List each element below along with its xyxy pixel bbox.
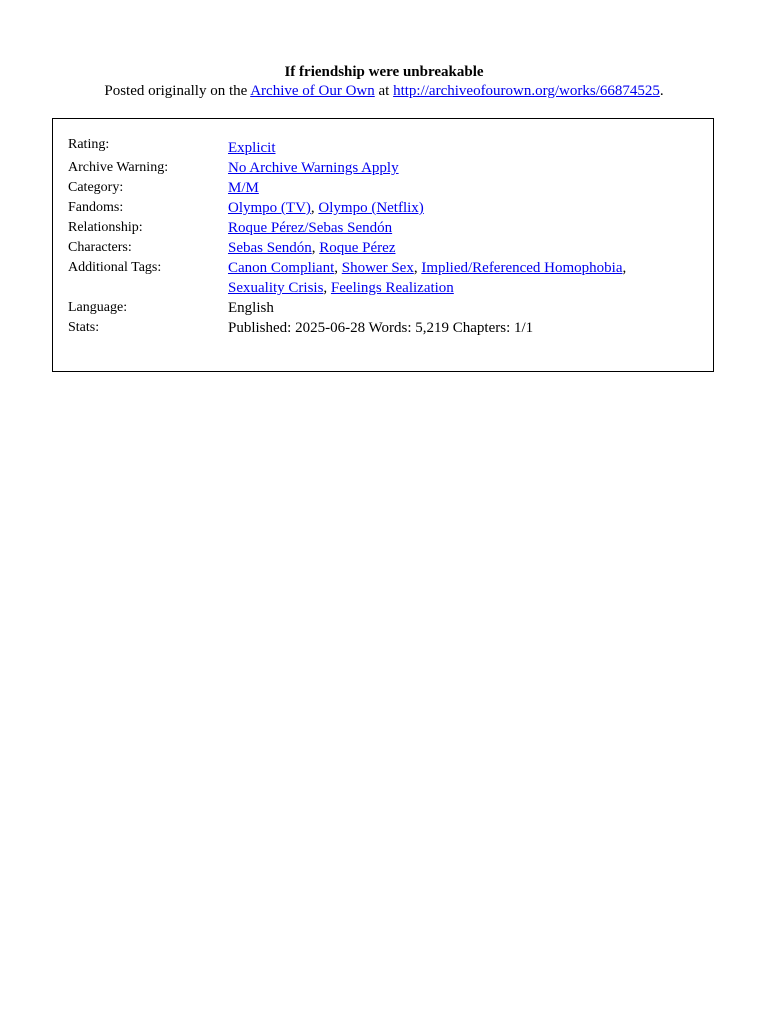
warning-row bbox=[68, 158, 698, 178]
separator: , bbox=[413, 260, 422, 276]
relationship-value bbox=[228, 218, 698, 238]
posted-line bbox=[0, 81, 768, 101]
fandoms-value bbox=[228, 198, 698, 218]
separator: , bbox=[310, 200, 319, 216]
separator: , bbox=[323, 280, 331, 296]
metadata-table bbox=[68, 135, 698, 338]
rating-value bbox=[228, 135, 698, 158]
characters-row bbox=[68, 238, 698, 258]
tags-value bbox=[228, 258, 698, 298]
characters-label: Characters: bbox=[68, 240, 132, 255]
stats-row bbox=[68, 318, 698, 338]
work-title: If friendship were unbreakable bbox=[284, 64, 484, 80]
relationship-row bbox=[68, 218, 698, 238]
stats-label: Stats: bbox=[68, 320, 100, 335]
posted-mid: at bbox=[374, 83, 394, 99]
posted-suffix: . bbox=[659, 83, 664, 99]
work-metadata-box bbox=[52, 118, 714, 372]
rating-row bbox=[68, 135, 698, 158]
relationship-link[interactable]: Roque Pérez/Sebas Sendón bbox=[228, 220, 393, 236]
fandom-link[interactable]: Olympo (TV) bbox=[228, 200, 311, 216]
warning-value bbox=[228, 158, 698, 178]
warning-label: Archive Warning: bbox=[68, 160, 169, 175]
separator: , bbox=[622, 260, 627, 276]
separator: , bbox=[334, 260, 342, 276]
language-row bbox=[68, 298, 698, 318]
language-value: English bbox=[228, 300, 274, 316]
work-url-link[interactable]: http://archiveofourown.org/works/66874525 bbox=[393, 83, 660, 99]
fandoms-row bbox=[68, 198, 698, 218]
posted-prefix: Posted originally on the bbox=[104, 83, 251, 99]
tags-row bbox=[68, 258, 698, 298]
category-link[interactable]: M/M bbox=[228, 180, 259, 196]
fandom-link[interactable]: Olympo (Netflix) bbox=[318, 200, 424, 216]
character-link[interactable]: Sebas Sendón bbox=[228, 240, 312, 256]
rating-label: Rating: bbox=[68, 137, 110, 152]
character-link[interactable]: Roque Pérez bbox=[319, 240, 396, 256]
characters-value bbox=[228, 238, 698, 258]
separator: , bbox=[311, 240, 320, 256]
tags-label: Additional Tags: bbox=[68, 260, 162, 275]
archive-link[interactable]: Archive of Our Own bbox=[250, 83, 375, 99]
tag-link[interactable]: Implied/Referenced Homophobia bbox=[421, 260, 623, 276]
category-value bbox=[228, 178, 698, 198]
relationship-label: Relationship: bbox=[68, 220, 143, 235]
language-label: Language: bbox=[68, 300, 128, 315]
warning-link[interactable]: No Archive Warnings Apply bbox=[228, 160, 399, 176]
tag-link[interactable]: Sexuality Crisis bbox=[228, 280, 324, 296]
tag-link[interactable]: Canon Compliant bbox=[228, 260, 335, 276]
stats-value: Published: 2025-06-28 Words: 5,219 Chapters: 1/1 bbox=[228, 320, 534, 336]
fandoms-label: Fandoms: bbox=[68, 200, 124, 215]
tag-link[interactable]: Shower Sex bbox=[341, 260, 414, 276]
category-label: Category: bbox=[68, 180, 124, 195]
category-row bbox=[68, 178, 698, 198]
rating-link[interactable]: Explicit bbox=[228, 140, 276, 156]
tag-link[interactable]: Feelings Realization bbox=[330, 280, 454, 296]
